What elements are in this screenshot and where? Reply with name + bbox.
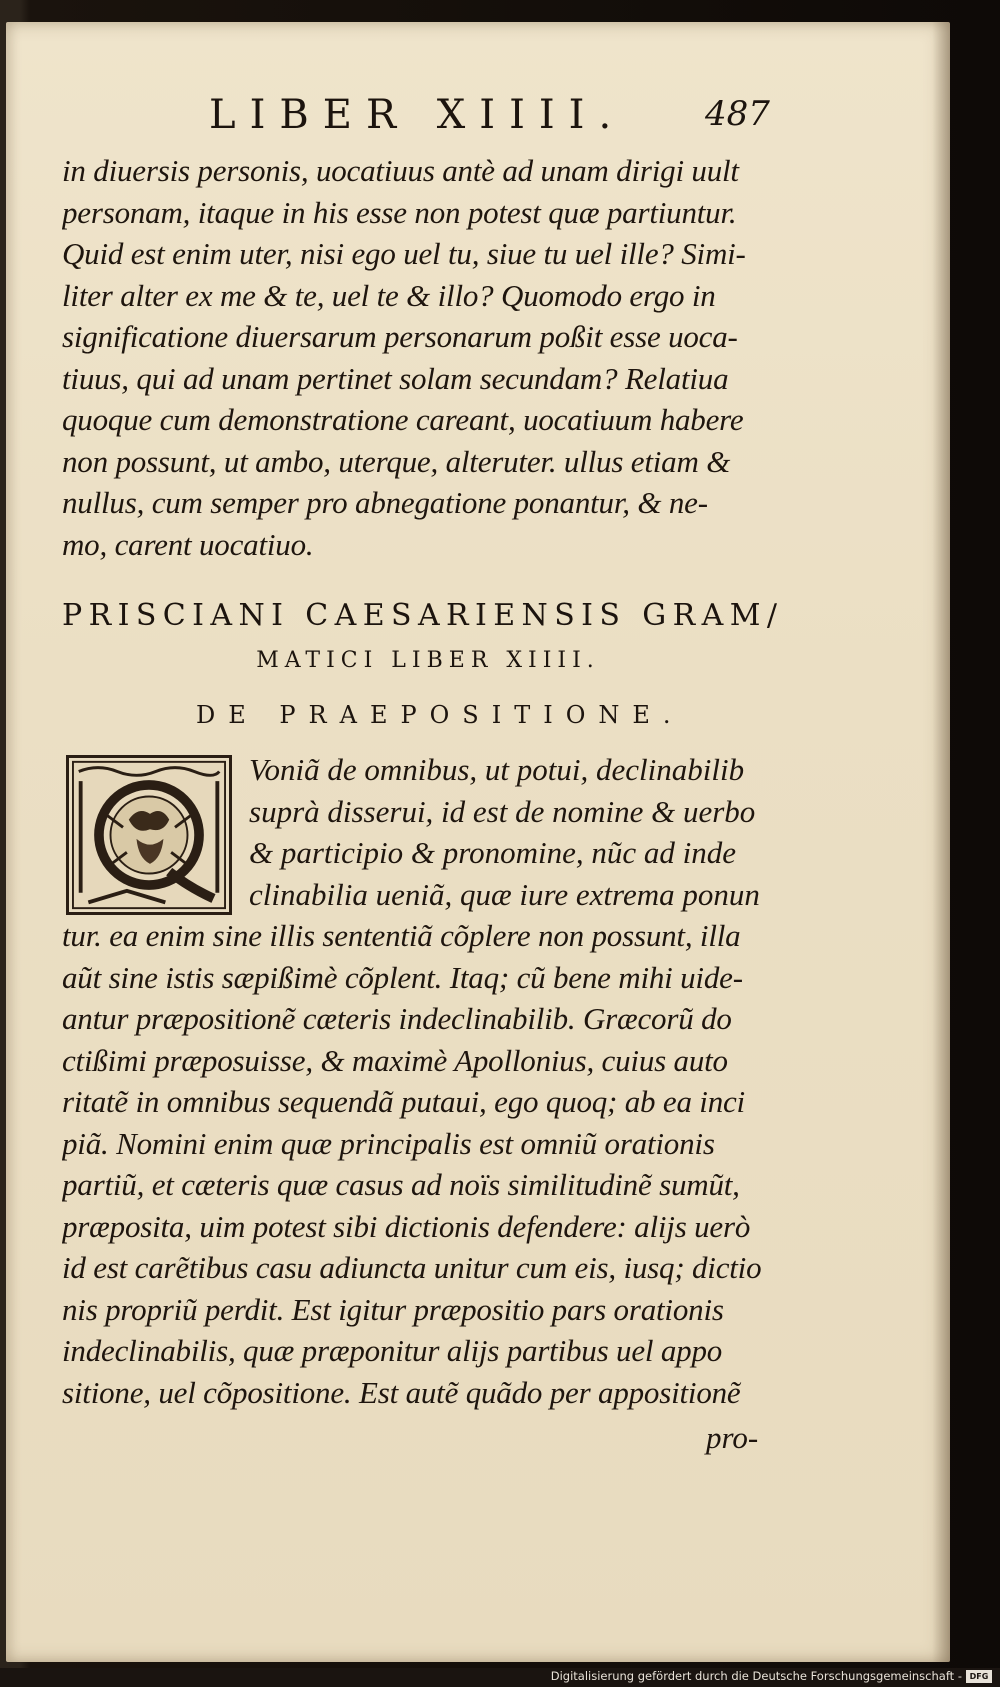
text-line: nis propriũ perdit. Est igitur præpositio pars orationis — [62, 1291, 724, 1327]
text-line: ctißimi præposuisse, & maximè Apollonius, cuius auto — [62, 1042, 728, 1078]
top-paragraph — [62, 150, 786, 565]
text-line: personam, itaque in his esse non potest quæ partiuntur. — [62, 194, 737, 230]
text-line: significatione diuersarum personarum poßit esse uoca- — [62, 319, 738, 354]
book-title-heading: PRISCIANI CAESARIENSIS GRAM/ — [62, 598, 784, 633]
text-line: sitione, uel cõpositione. Est autẽ quãdo per appositionẽ — [62, 1374, 741, 1410]
section-heading: DE PRAEPOSITIONE. — [196, 701, 684, 729]
running-head: LIBER XIIII. — [209, 92, 626, 138]
text-line: clinabilia ueniã, quæ iure extrema ponun — [249, 876, 760, 912]
text-line: nullus, cum semper pro abnegatione ponantur, & ne- — [62, 485, 708, 520]
text-line: & participio & pronomine, nũc ad inde — [249, 835, 737, 870]
text-line: in diuersis personis, uocatiuus antè ad unam dirigi uult — [62, 153, 739, 188]
initial-paragraph — [249, 749, 779, 915]
text-line: quoque cum demonstratione careant, uocatiuum habere — [62, 402, 744, 437]
text-line: Quid est enim uter, nisi ego uel tu, siue tu uel ille? Simi- — [62, 236, 746, 271]
page-number: 487 — [705, 94, 770, 134]
body-paragraph — [62, 915, 786, 1413]
text-line: liter alter ex me & te, uel te & illo? Quomodo ergo in — [62, 277, 716, 313]
text-line: partiũ, et cæteris quæ casus ad noïs similitudinẽ sumũt, — [62, 1167, 740, 1202]
text-line: Voniã de omnibus, ut potui, declinabilib — [249, 752, 745, 787]
text-line: piã. Nomini enim quæ principalis est omniũ orationis — [62, 1125, 715, 1161]
text-line: mo, carent uocatiuo. — [62, 526, 314, 562]
dfg-logo-icon: DFG — [966, 1670, 992, 1683]
text-line: non possunt, ut ambo, uterque, alteruter. ullus etiam & — [62, 443, 731, 479]
initial-woodcut-graphic — [69, 758, 229, 912]
credit-text: Digitalisierung gefördert durch die Deutsche Forschungsgemeinschaft - — [550, 1669, 962, 1683]
text-line: tur. ea enim sine illis sententiã cõplere non possunt, illa — [62, 918, 741, 953]
decorated-initial-q-icon — [66, 755, 232, 915]
text-line: antur præpositionẽ cæteris indeclinabilib. Græcorũ do — [62, 1001, 732, 1036]
digitization-credit — [551, 1668, 992, 1684]
book-subtitle-heading: MATICI LIBER XIIII. — [256, 648, 600, 673]
text-line: aũt sine istis sæpißimè cõplent. Itaq; cũ bene mihi uide- — [62, 959, 743, 995]
text-line: suprà disserui, id est de nomine & uerbo — [249, 793, 756, 829]
text-line: id est carẽtibus casu adiuncta unitur cum eis, iusq; dictio — [62, 1250, 762, 1285]
text-line: tiuus, qui ad unam pertinet solam secundam? Relatiua — [62, 360, 729, 396]
text-line: indeclinabilis, quæ præponitur alijs partibus uel appo — [62, 1333, 723, 1368]
text-line: præposita, uim potest sibi dictionis defendere: alijs uerò — [62, 1208, 751, 1244]
text-line: ritatẽ in omnibus sequendã putaui, ego quoq; ab ea inci — [62, 1084, 745, 1119]
catchword: pro- — [706, 1420, 759, 1455]
